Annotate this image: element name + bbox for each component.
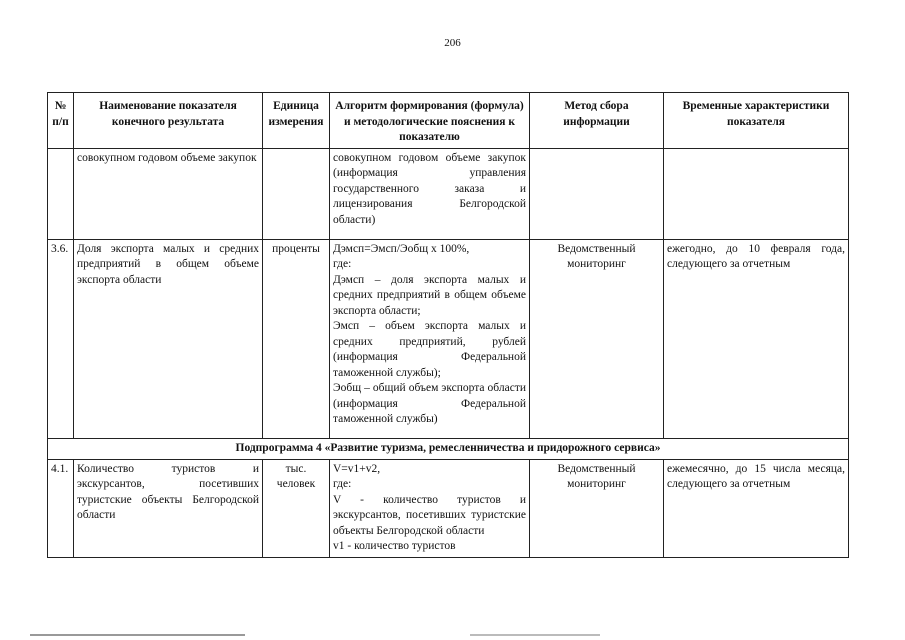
algorithm-line: где: [333,258,352,270]
algorithm-line: где: [333,478,352,490]
algorithm-line: Эобщ – общий объем экспорта области (информация Федеральной таможенной службы) [333,382,526,425]
cell-algorithm [330,459,530,557]
header-num: № п/п [48,93,74,149]
cell-timing [664,148,849,239]
algorithm-line: v1 - количество туристов [333,540,456,552]
cell-unit: тыс. человек [263,459,330,557]
subprogram-title: Подпрограмма 4 «Развитие туризма, ремесленничества и придорожного сервиса» [48,438,849,459]
algorithm-line: Дэмсп=Эмсп/Эобщ х 100%, [333,242,470,255]
cell-num: 3.6. [48,239,74,438]
page-number: 206 [444,37,461,49]
header-method: Метод сбора информации [530,93,664,149]
table-row [48,239,849,438]
cell-num [48,148,74,239]
cell-method [530,148,664,239]
indicators-table [47,92,849,558]
cell-name: совокупном годовом объеме закупок [74,148,263,239]
algorithm-line: V - количество туристов и экскурсантов, посетивших туристские объекты Белгородской области [333,493,526,537]
cell-name: Доля экспорта малых и средних предприятий в общем объеме экспорта области [74,239,263,438]
cell-method: Ведомственный мониторинг [530,239,664,438]
algorithm-line: V=v1+v2, [333,462,381,475]
scan-edge-mark [30,634,245,636]
table-row [48,459,849,557]
header-unit: Единица измерения [263,93,330,149]
table-row [48,148,849,239]
header-algorithm: Алгоритм формирования (формула) и методологические пояснения к показателю [330,93,530,149]
algorithm-line: совокупном годовом объеме закупок (информация управления государственного заказа и лицензирования Белгородской области) [333,151,526,226]
cell-unit [263,148,330,239]
cell-algorithm [330,148,530,239]
cell-name: Количество туристов и экскурсантов, посетивших туристские объекты Белгородской области [74,459,263,557]
cell-method: Ведомственный мониторинг [530,459,664,557]
algorithm-line: Эмсп – объем экспорта малых и средних предприятий, рублей (информация Федеральной таможенной службы); [333,320,526,379]
header-row [48,93,849,149]
cell-timing: ежегодно, до 10 февраля года, следующего за отчетным [664,239,849,438]
cell-timing: ежемесячно, до 15 числа месяца, следующего за отчетным [664,459,849,557]
subprogram-row [48,438,849,459]
cell-unit: проценты [263,239,330,438]
algorithm-line: Дэмсп – доля экспорта малых и средних предприятий в общем объеме экспорта области; [333,273,526,317]
cell-num: 4.1. [48,459,74,557]
cell-algorithm [330,239,530,438]
header-name: Наименование показателя конечного результата [74,93,263,149]
header-timing: Временные характеристики показателя [664,93,849,149]
scan-edge-mark [470,634,600,636]
